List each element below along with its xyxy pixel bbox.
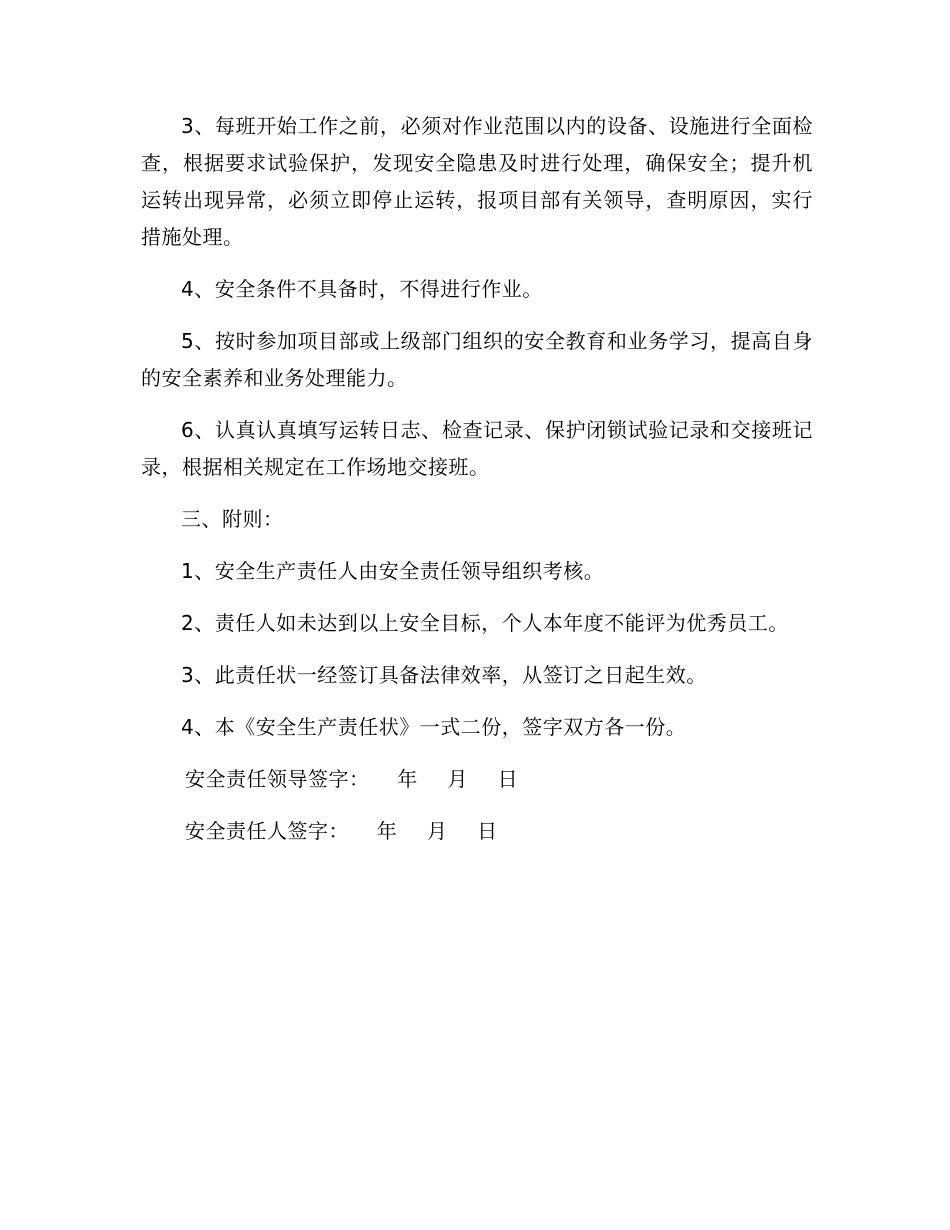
clause-6-records: 6、认真认真填写运转日志、检查记录、保护闭锁试验记录和交接班记录，根据相关规定在工作场地交接班。 xyxy=(141,418,813,479)
appendix-3-effectiveness: 3、此责任状一经签订具备法律效率，从签订之日起生效。 xyxy=(181,663,707,687)
appendix-4-copies: 4、本《安全生产责任状》一式二份，签字双方各一份。 xyxy=(181,715,687,739)
clause-4-safety-conditions: 4、安全条件不具备时，不得进行作业。 xyxy=(181,277,543,301)
leader-signature-day: 日 xyxy=(497,767,519,791)
appendix-1-assessment: 1、安全生产责任人由安全责任领导组织考核。 xyxy=(181,559,605,583)
clause-3-daily-inspection: 3、每班开始工作之前，必须对作业范围以内的设备、设施进行全面检查，根据要求试验保护，发现安全隐患及时进行处理，确保安全；提升机运转出现异常，必须立即停止运转，报项目部有关领导，查明原因，实行措施处理。 xyxy=(141,114,813,249)
section-heading-appendix: 三、附则： xyxy=(181,507,284,531)
clause-5-training: 5、按时参加项目部或上级部门组织的安全教育和业务学习，提高自身的安全素养和业务处理能力。 xyxy=(141,329,813,390)
person-signature-month: 月 xyxy=(426,819,448,843)
leader-signature-label: 安全责任领导签字： xyxy=(185,767,370,791)
person-signature-day: 日 xyxy=(477,819,498,843)
leader-signature-month: 月 xyxy=(447,767,468,791)
document-body xyxy=(141,108,813,865)
leader-signature-line xyxy=(141,761,813,798)
person-signature-label: 安全责任人签字： xyxy=(185,819,349,843)
appendix-2-penalty: 2、责任人如未达到以上安全目标，个人本年度不能评为优秀员工。 xyxy=(181,611,789,635)
person-signature-line xyxy=(141,813,813,850)
person-signature-year: 年 xyxy=(376,819,398,843)
leader-signature-year: 年 xyxy=(397,767,418,791)
